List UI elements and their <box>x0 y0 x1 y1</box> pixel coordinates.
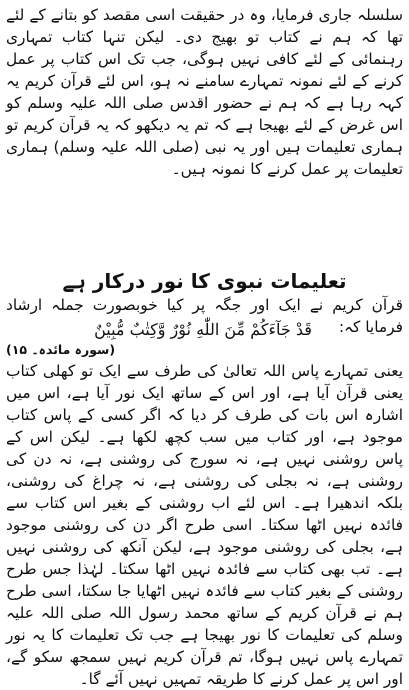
body-paragraph-intro: سلسلہ جاری فرمایا، وہ در حقیقت اسی مقصد کو بتانے کے لئے تھا کہ ہم نے کتاب تو بھیج دی۔ لیکن تنہا کتاب تمہاری رہنمائی کے لئے کافی نہیں ہوگی، جب تک اس کتاب پر عمل کرنے کے لئے نمونہ تمہارے سامنے نہ ہو، اس لئے قرآن کریم یہ کہہ رہا ہے کہ ہم نے حضور اقدس صلی اللہ علیہ وسلم کو اس غرض کے لئے بھیجا ہے کہ تم یہ دیکھو کہ یہ قرآن کریم تو ہماری تعلیمات ہیں اور یہ نبی (صلی اللہ علیہ وسلم) ہماری تعلیمات پر عمل کرنے کا نمونہ ہیں۔ <box>6 6 403 178</box>
body-paragraph-verse-intro: قرآن کریم نے ایک اور جگہ پر کیا خوبصورت جملہ ارشاد فرمایا کہ: <box>6 296 403 336</box>
quran-verse: قَدْ جَآءَكُمْ مِّنَ اللّٰهِ نُوْرٌ وَّكِتٰبٌ مُّبِيْنٌ <box>94 320 312 339</box>
section-heading: تعلیمات نبوی کا نور درکار ہے <box>62 269 347 293</box>
verse-reference: (سورہ مائدہ۔ ۱۵) <box>6 342 116 357</box>
body-paragraph-explanation: یعنی تمہارے پاس اللہ تعالیٰ کی طرف سے ایک تو کھلی کتاب یعنی قرآن آیا ہے، اور اس کے ساتھ ایک نور آیا ہے، اس میں اشارہ اس بات کی طرف کر دیا کہ اگر کسی کے پاس کتاب موجود ہے، اور کتاب میں سب کچھ لکھا ہے۔ لیکن اس کے پاس روشنی نہیں ہے، نہ سورج کی روشنی ہے، نہ دن کی روشنی ہے، نہ بجلی کی روشنی ہے، نہ چراغ کی روشنی، بلکہ اندھیرا ہے۔ اس لئے اب روشنی کے بغیر اس کتاب سے فائدہ نہیں اٹھا سکتا۔ اسی طرح اگر دن کی روشنی موجود ہے، بجلی کی روشنی موجود ہے، لیکن آنکھ کی روشنی نہیں ہے۔ تب بھی کتاب سے فائدہ نہیں اٹھا سکتا۔ لہٰذا جس طرح روشنی کے بغیر کتاب سے فائدہ نہیں اٹھایا جا سکتا، اسی طرح ہم نے قرآن کریم کے ساتھ محمد رسول اللہ صلی اللہ علیہ وسلم کی تعلیمات کا نور بھیجا ہے جب تک تعلیمات کا یہ نور تمہارے پاس نہیں ہوگا، تم قرآن کریم نہیں سمجھ سکو گے، اور اس پر عمل کرنے کا طریقہ تمہیں نہیں آئے گا۔ <box>6 362 403 688</box>
document-page <box>6 4 403 688</box>
